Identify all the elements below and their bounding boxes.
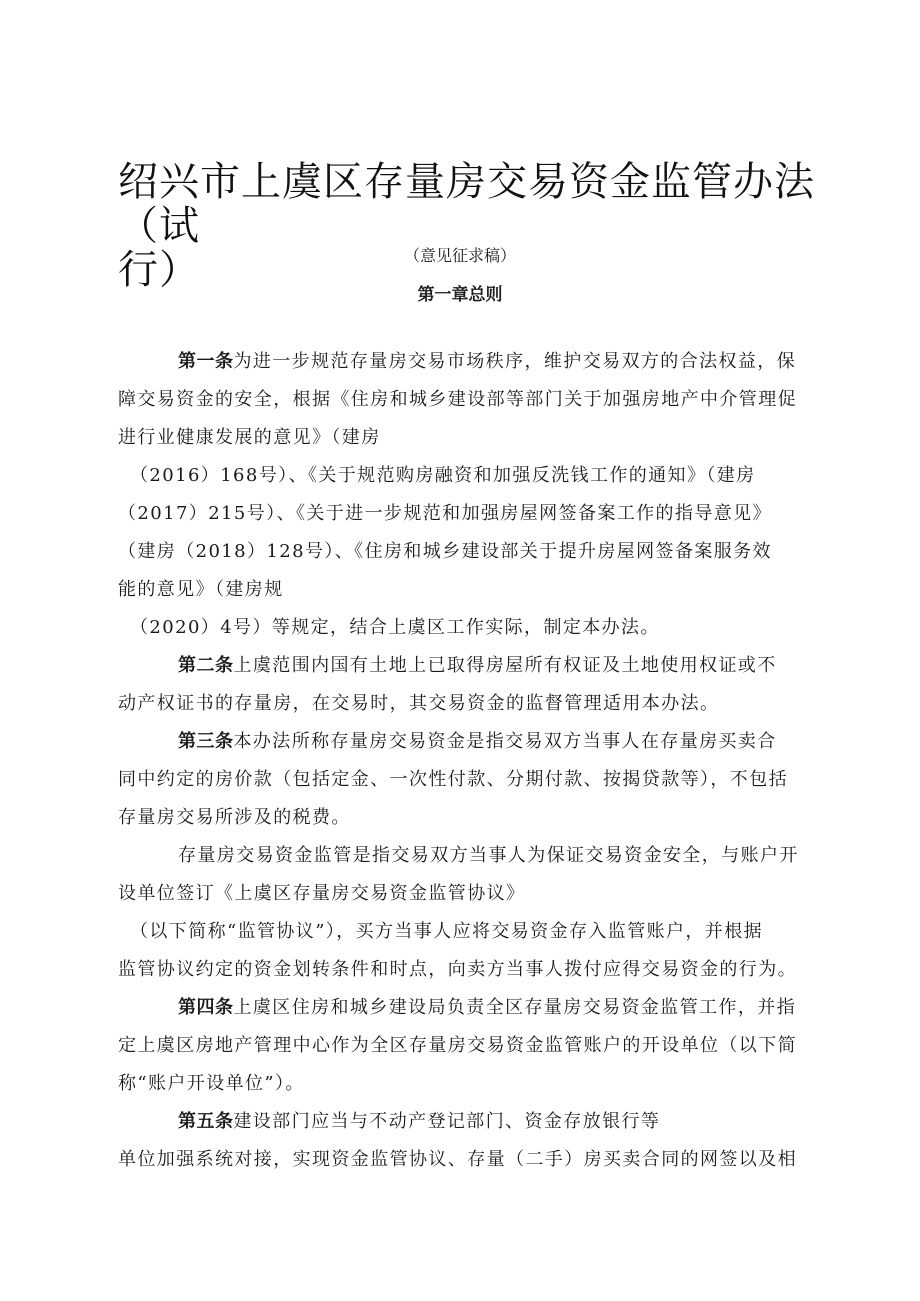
article-4-line-1: 第四条上虞区住房和城乡建设局负责全区存量房交易资金监管工作，并指: [178, 997, 797, 1018]
article-1-heading: 第一条: [178, 351, 234, 372]
chapter-heading: 第一章总则: [417, 285, 503, 305]
article-1-line-7: 能的意见》（建房规: [118, 579, 284, 600]
article-1-line-5: （2017）215号）、《关于进一步规范和加强房屋网签备案工作的指导意见》: [118, 503, 772, 524]
article-2-heading: 第二条: [178, 655, 234, 676]
paragraph-definition-line-2: 设单位签订《上虞区存量房交易资金监管协议》: [118, 883, 526, 904]
article-3-heading: 第三条: [178, 731, 234, 752]
article-5-line-2: 单位加强系统对接，实现资金监管协议、存量（二手）房买卖合同的网签以及相: [118, 1149, 797, 1170]
article-4-line-2: 定上虞区房地产管理中心作为全区存量房交易资金监管账户的开设单位（以下简: [118, 1035, 797, 1056]
article-1-line-8: （2020）4号）等规定，结合上虞区工作实际，制定本办法。: [130, 617, 660, 638]
article-1-line-4: （2016）168号）、《关于规范购房融资和加强反洗钱工作的通知》（建房: [130, 465, 756, 486]
article-5-heading: 第五条: [178, 1111, 234, 1132]
document-subtitle: （意见征求稿）: [403, 246, 516, 265]
article-3-line-3: 存量房交易所涉及的税费。: [118, 807, 351, 828]
article-3-line-1: 第三条本办法所称存量房交易资金是指交易双方当事人在存量房买卖合: [178, 731, 777, 752]
document-title-line-1: 绍兴市上虞区存量房交易资金监管办法（试: [118, 159, 815, 249]
paragraph-definition-line-1: 存量房交易资金监管是指交易双方当事人为保证交易资金安全，与账户开: [178, 845, 799, 866]
paragraph-definition-line-4: 监管协议约定的资金划转条件和时点，向卖方当事人拨付应得交易资金的行为。: [118, 959, 797, 980]
paragraph-definition-line-3: （以下简称“监管协议”），买方当事人应将交易资金存入监管账户，并根据: [130, 921, 764, 942]
document-title: [118, 160, 818, 292]
article-1-line-3: 进行业健康发展的意见》（建房: [118, 427, 381, 448]
article-4-line-3: 称“账户开设单位”）。: [118, 1073, 305, 1094]
article-4-heading: 第四条: [178, 997, 234, 1018]
article-1-line-6: （建房（2018）128号）、《住房和城乡建设部关于提升房屋网签备案服务效: [118, 541, 772, 562]
article-1-line-2: 障交易资金的安全，根据《住房和城乡建设部等部门关于加强房地产中介管理促: [118, 389, 797, 410]
article-5-line-1: 第五条建设部门应当与不动产登记部门、资金存放银行等: [178, 1111, 661, 1132]
article-2-line-2: 动产权证书的存量房，在交易时，其交易资金的监督管理适用本办法。: [118, 693, 720, 714]
article-3-line-2: 同中约定的房价款（包括定金、一次性付款、分期付款、按揭贷款等），不包括: [118, 769, 788, 790]
document-title-line-2: 行）: [118, 247, 200, 293]
article-1-line-1: 第一条为进一步规范存量房交易市场秩序，维护交易双方的合法权益，保: [178, 351, 797, 372]
article-2-line-1: 第二条上虞范围内国有土地上已取得房屋所有权证及土地使用权证或不: [178, 655, 777, 676]
